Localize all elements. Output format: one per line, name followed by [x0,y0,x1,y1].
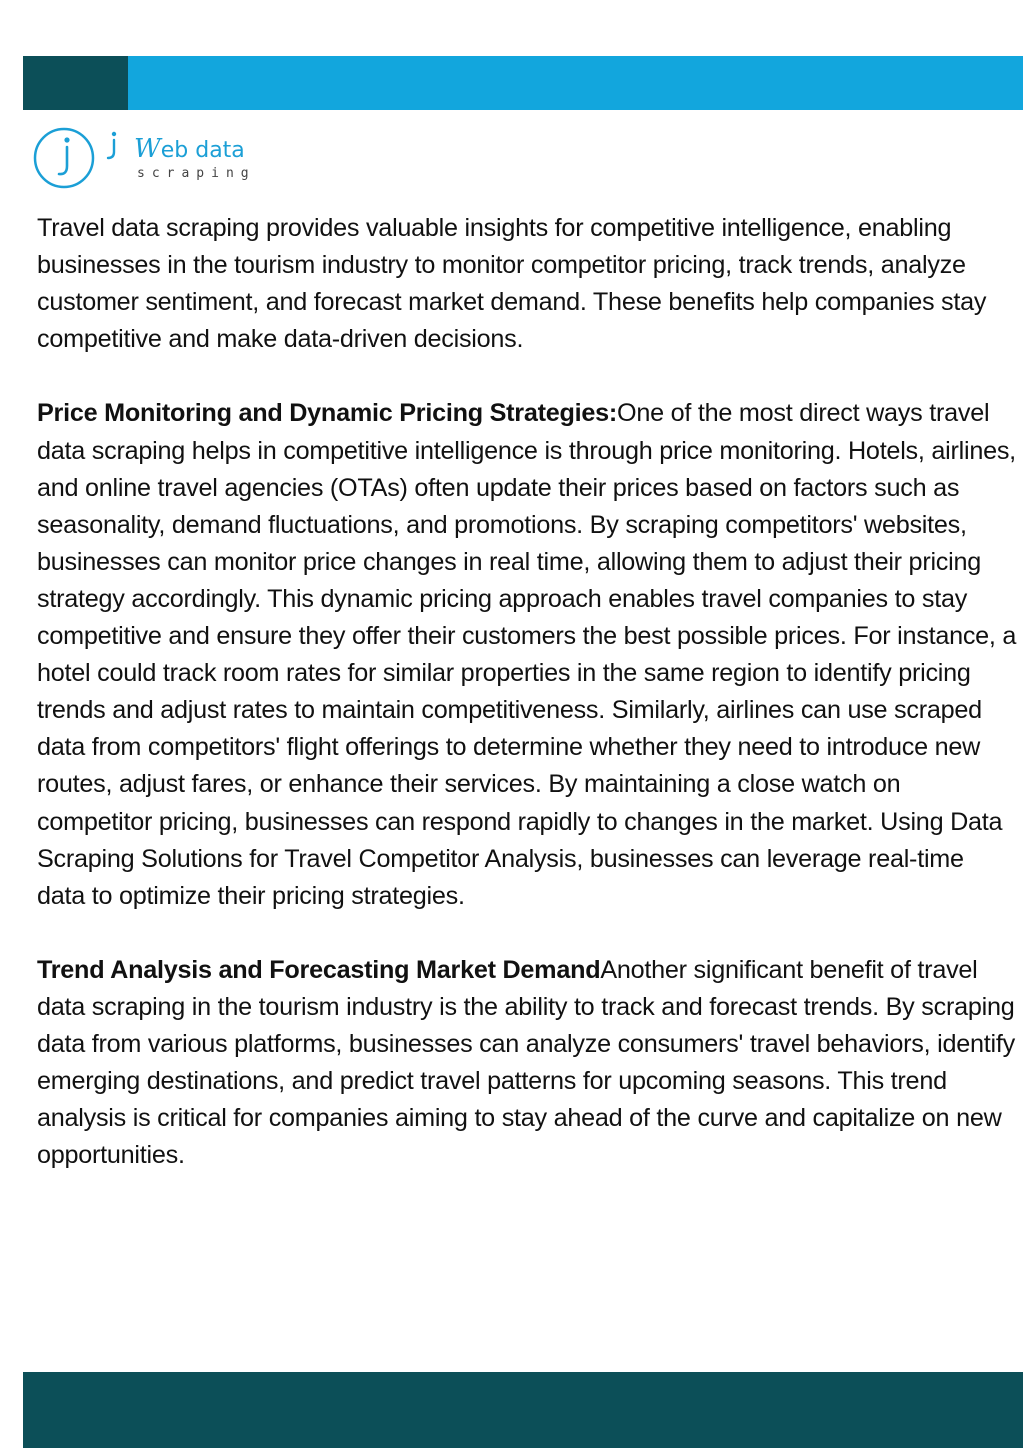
section-trend-analysis [37,952,1017,1175]
article-body [37,210,1017,1212]
logo-wordmark-rest: eb data [160,138,245,163]
section-price-monitoring [37,395,1017,914]
section-body: Another significant benefit of travel data scraping in the tourism industry is the ability to track and forecast trends. By scraping data from various platforms, businesses can analyze consumers' travel behaviors, identify emerging destinations, and predict travel patterns for upcoming seasons. This trend analysis is critical for companies aiming to stay ahead of the curve and capitalize on new opportunities. [37,955,1015,1170]
logo-wordmark [134,134,245,164]
section-body: One of the most direct ways travel data scraping helps in competitive intelligence is through price monitoring. Hotels, airlines, and online travel agencies (OTAs) often update their prices based on factors such as seasonality, demand fluctuations, and promotions. By scraping competitors' websites, businesses can monitor price changes in real time, allowing them to adjust their pricing strategy accordingly. This dynamic pricing approach enables travel companies to stay competitive and ensure they offer their customers the best possible prices. For instance, a hotel could track room rates for similar properties in the same region to identify pricing trends and adjust rates to maintain competitiveness. Similarly, airlines can use scraped data from competitors' flight offerings to determine whether they need to introduce new routes, adjust fares, or enhance their services. By maintaining a close watch on competitor pricing, businesses can respond rapidly to changes in the market. Using Data Scraping Solutions for Travel Competitor Analysis, businesses can leverage real-time data to optimize their pricing strategies. [37,399,1017,910]
section-heading: Trend Analysis and Forecasting Market Demand [37,955,601,984]
footer-banner [23,1372,1023,1448]
company-logo [32,126,272,192]
logo-wordmark-w: W [134,134,161,164]
section-heading: Price Monitoring and Dynamic Pricing Strategies: [37,399,618,428]
header-banner [23,56,1023,110]
j-circle-logo-icon [32,126,132,192]
header-accent-block [23,56,128,110]
logo-subtitle: scraping [137,166,256,181]
intro-paragraph: Travel data scraping provides valuable insights for competitive intelligence, enabling businesses in the tourism industry to monitor competitor pricing, track trends, analyze customer sentiment, and forecast market demand. These benefits help companies stay competitive and make data-driven decisions. [37,214,987,354]
